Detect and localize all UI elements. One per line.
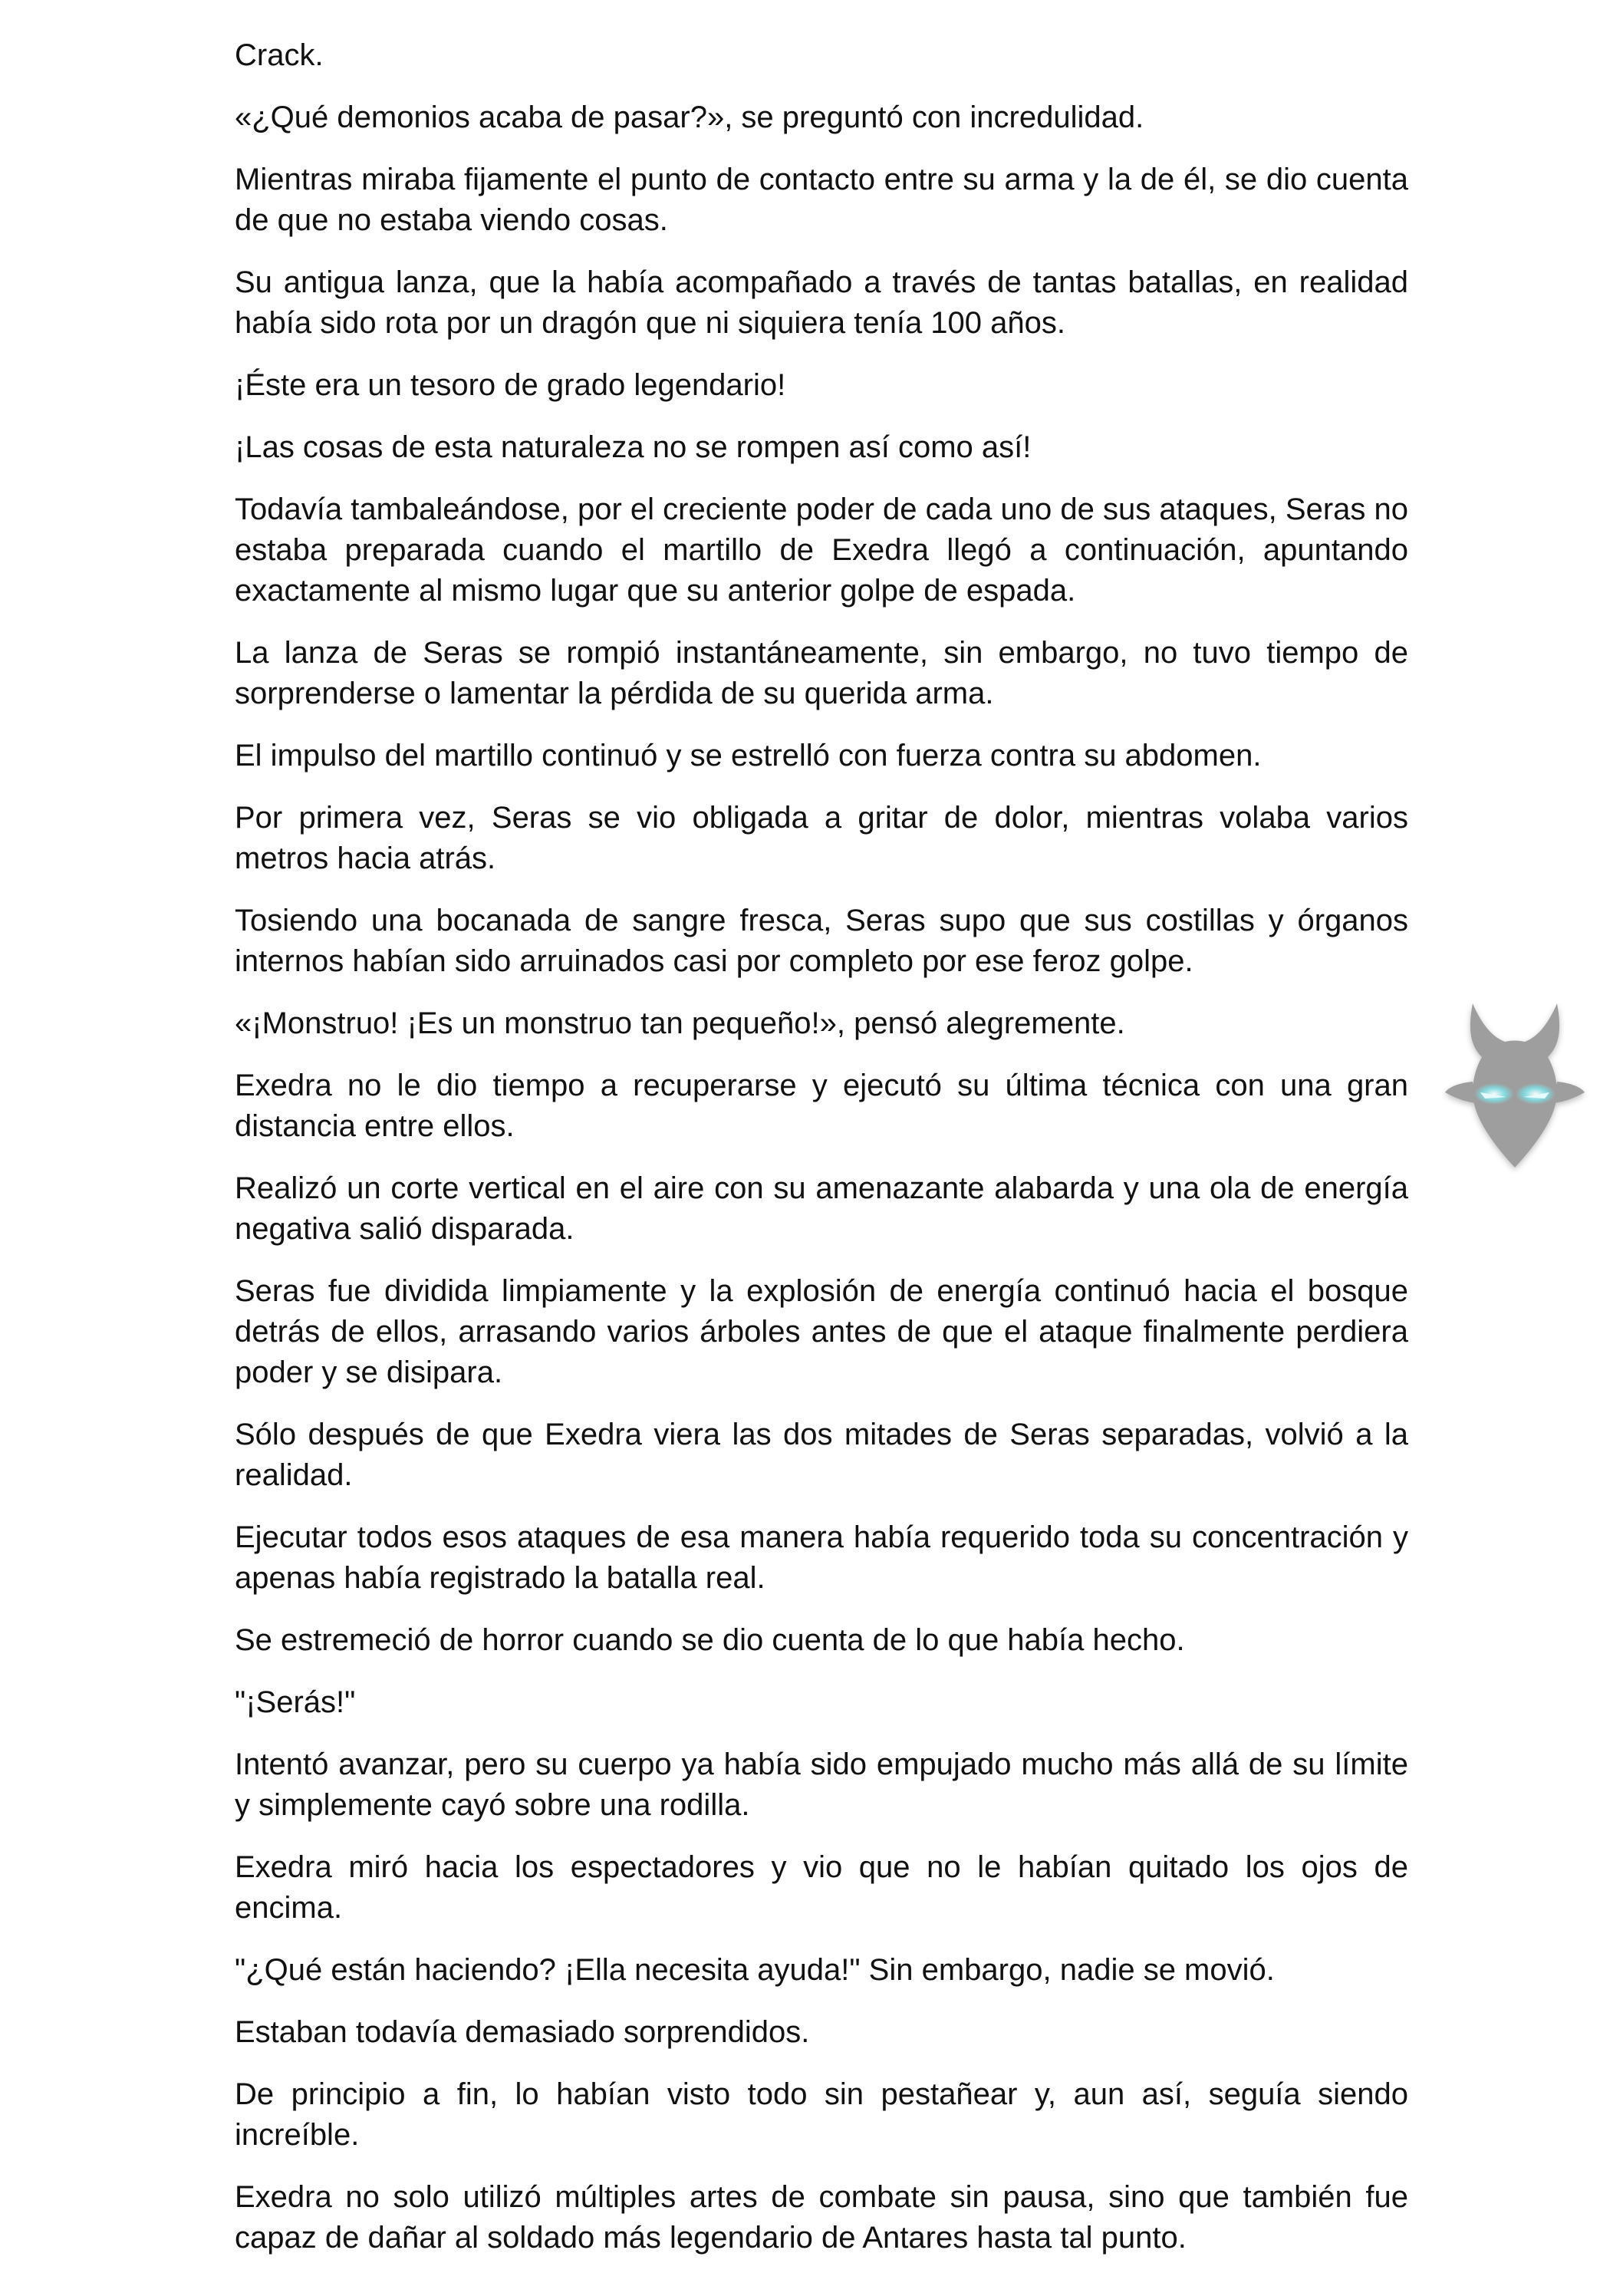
- paragraph: Exedra no le dio tiempo a recuperarse y ejecutó su última técnica con una gran distancia entre ellos.: [235, 1069, 1408, 1143]
- paragraph: De principio a fin, lo habían visto todo sin pestañear y, aun así, seguía siendo increíble.: [235, 2077, 1408, 2152]
- paragraph: ¡Éste era un tesoro de grado legendario!: [235, 368, 786, 402]
- paragraph: Ejecutar todos esos ataques de esa manera había requerido toda su concentración y apenas había registrado la batalla real.: [235, 1520, 1408, 1595]
- paragraph: «¿Qué demonios acaba de pasar?», se preguntó con incredulidad.: [235, 100, 1144, 134]
- paragraph: El impulso del martillo continuó y se estrelló con fuerza contra su abdomen.: [235, 739, 1262, 772]
- paragraph: Realizó un corte vertical en el aire con su amenazante alabarda y una ola de energía negativa salió disparada.: [235, 1171, 1408, 1246]
- paragraph: Crack.: [235, 38, 324, 72]
- paragraph: Sólo después de que Exedra viera las dos mitades de Seras separadas, volvió a la realidad.: [235, 1418, 1408, 1492]
- paragraph: Se estremeció de horror cuando se dio cuenta de lo que había hecho.: [235, 1623, 1185, 1657]
- paragraph: Por primera vez, Seras se vio obligada a gritar de dolor, mientras volaba varios metros hacia atrás.: [235, 801, 1408, 875]
- paragraph: Mientras miraba fijamente el punto de contacto entre su arma y la de él, se dio cuenta de que no estaba viendo cosas.: [235, 163, 1408, 237]
- paragraph: Tosiendo una bocanada de sangre fresca, Seras supo que sus costillas y órganos internos habían sido arruinados casi por completo por ese feroz golpe.: [235, 904, 1408, 978]
- paragraph: Seras fue dividida limpiamente y la explosión de energía continuó hacia el bosque detrás de ellos, arrasando varios árboles antes de que el ataque finalmente perdiera poder y se disipara.: [235, 1274, 1408, 1389]
- paragraph: "¿Qué están haciendo? ¡Ella necesita ayuda!" Sin embargo, nadie se movió.: [235, 1953, 1275, 1987]
- paragraph: Intentó avanzar, pero su cuerpo ya había sido empujado mucho más allá de su límite y simplemente cayó sobre una rodilla.: [235, 1748, 1408, 1822]
- paragraph: Todavía tambaleándose, por el creciente poder de cada uno de sus ataques, Seras no estaba preparada cuando el martillo de Exedra llegó a continuación, apuntando exactamente al mismo lugar que su anterior golpe de espada.: [235, 492, 1408, 608]
- paragraph: La lanza de Seras se rompió instantáneamente, sin embargo, no tuvo tiempo de sorprenderse o lamentar la pérdida de su querida arma.: [235, 636, 1408, 710]
- paragraph: «¡Monstruo! ¡Es un monstruo tan pequeño!», pensó alegremente.: [235, 1006, 1125, 1040]
- body-text: [235, 35, 1408, 2280]
- paragraph: Estaban todavía demasiado sorprendidos.: [235, 2015, 810, 2049]
- demon-head-icon: [1442, 997, 1588, 1174]
- paragraph: "¡Serás!": [235, 1685, 356, 1719]
- paragraph: Exedra no solo utilizó múltiples artes de combate sin pausa, sino que también fue capaz de dañar al soldado más legendario de Antares hasta tal punto.: [235, 2180, 1408, 2255]
- paragraph: ¡Las cosas de esta naturaleza no se rompen así como así!: [235, 430, 1032, 464]
- paragraph: Exedra miró hacia los espectadores y vio que no le habían quitado los ojos de encima.: [235, 1850, 1408, 1925]
- paragraph: Su antigua lanza, que la había acompañado a través de tantas batallas, en realidad había sido rota por un dragón que ni siquiera tenía 100 años.: [235, 265, 1408, 340]
